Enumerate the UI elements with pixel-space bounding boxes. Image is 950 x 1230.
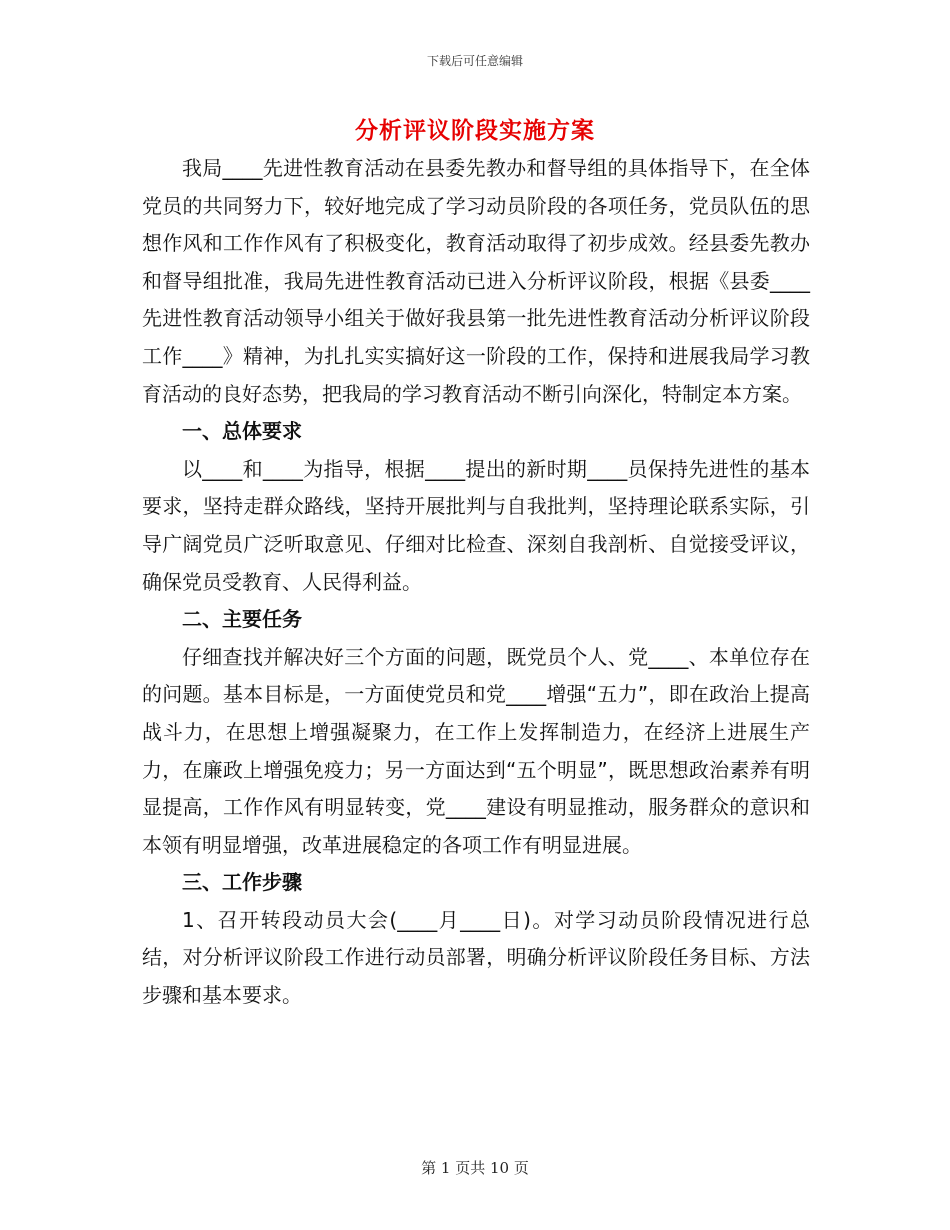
intro-paragraph: 我局____先进性教育活动在县委先教办和督导组的具体指导下，在全体党员的共同努力下，较好地完成了学习动员阶段的各项任务，党员队伍的思想作风和工作作风有了积极变化，教育活动取得了初步成效。经县委先教办和督导组批准，我局先进性教育活动已进入分析评议阶段，根据《县委____先进性教育活动领导小组关于做好我县第一批先进性教育活动分析评议阶段工作____》精神，为扎扎实实搞好这一阶段的工作，保持和进展我局学习教育活动的良好态势，把我局的学习教育活动不断引向深化，特制定本方案。 bbox=[142, 156, 810, 406]
document-title: 分析评议阶段实施方案 bbox=[355, 118, 595, 144]
section-paragraph-3: 1、召开转段动员大会(____月____日)。对学习动员阶段情况进行总结，对分析评议阶段工作进行动员部署，明确分析评议阶段任务目标、方法步骤和基本要求。 bbox=[142, 907, 810, 1008]
section-paragraph-2: 仔细查找并解决好三个方面的问题，既党员个人、党____、本单位存在的问题。基本目标是，一方面使党员和党____增强“五力”，即在政治上提高战斗力，在思想上增强凝聚力，在工作上发挥制造力，在经济上进展生产力，在廉政上增强免疫力；另一方面达到“五个明显”，既思想政治素养有明显提高，工作作风有明显转变，党____建设有明显推动，服务群众的意识和本领有明显增强，改革进展稳定的各项工作有明显进展。 bbox=[142, 644, 810, 857]
document-body bbox=[142, 150, 810, 1015]
section-paragraph-1: 以____和____为指导，根据____提出的新时期____员保持先进性的基本要求，坚持走群众路线，坚持开展批判与自我批判，坚持理论联系实际，引导广阔党员广泛听取意见、仔细对比检查、深刻自我剖析、自觉接受评议，确保党员受教育、人民得利益。 bbox=[142, 456, 810, 594]
header-note: 下载后可任意编辑 bbox=[426, 54, 523, 68]
section-heading-1: 一、总体要求 bbox=[182, 419, 302, 444]
page-footer: 第 1 页共 10 页 bbox=[421, 1159, 529, 1177]
section-heading-3: 三、工作步骤 bbox=[182, 870, 302, 895]
section-heading-2: 二、主要任务 bbox=[182, 607, 302, 632]
